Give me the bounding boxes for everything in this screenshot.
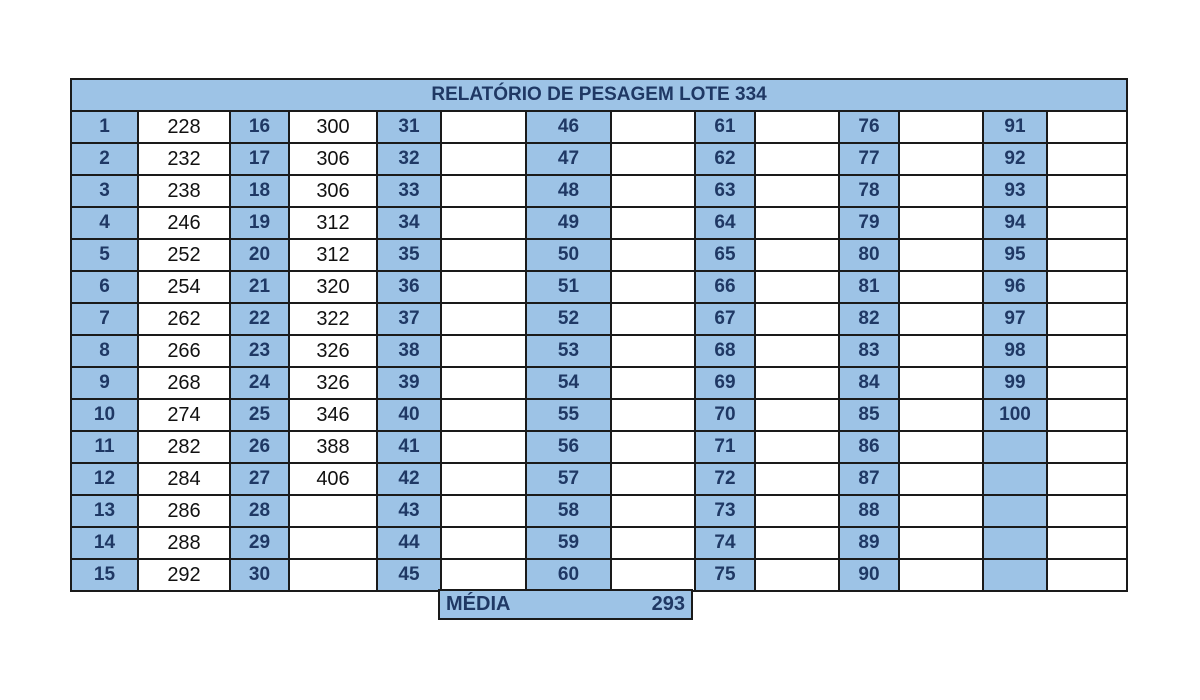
row-index-cell: 28 xyxy=(230,495,289,527)
row-index-cell: 36 xyxy=(377,271,441,303)
weight-cell xyxy=(755,431,839,463)
weight-cell xyxy=(899,143,983,175)
row-index-cell: 52 xyxy=(526,303,611,335)
weight-cell xyxy=(755,335,839,367)
table-row xyxy=(71,431,1127,463)
table-row xyxy=(71,527,1127,559)
table-row xyxy=(71,175,1127,207)
weight-cell xyxy=(611,463,695,495)
weight-cell xyxy=(611,559,695,591)
row-index-cell: 100 xyxy=(983,399,1047,431)
row-index-cell: 22 xyxy=(230,303,289,335)
weight-cell xyxy=(755,271,839,303)
weight-cell xyxy=(755,207,839,239)
row-index-cell: 65 xyxy=(695,239,755,271)
row-index-cell: 77 xyxy=(839,143,899,175)
weight-cell xyxy=(611,239,695,271)
weight-cell xyxy=(441,559,526,591)
weight-cell xyxy=(441,399,526,431)
weight-cell xyxy=(755,239,839,271)
weight-cell: 282 xyxy=(138,431,230,463)
weight-cell: 232 xyxy=(138,143,230,175)
weight-cell xyxy=(899,527,983,559)
row-index-cell: 14 xyxy=(71,527,138,559)
weight-cell xyxy=(899,431,983,463)
row-index-cell: 18 xyxy=(230,175,289,207)
table-row xyxy=(71,335,1127,367)
weight-cell xyxy=(611,495,695,527)
weights-body xyxy=(71,111,1127,591)
weight-cell xyxy=(611,367,695,399)
row-index-cell: 91 xyxy=(983,111,1047,143)
row-index-cell: 89 xyxy=(839,527,899,559)
weight-cell xyxy=(1047,207,1127,239)
row-index-cell: 99 xyxy=(983,367,1047,399)
weight-cell: 322 xyxy=(289,303,377,335)
weight-cell: 300 xyxy=(289,111,377,143)
row-index-cell: 86 xyxy=(839,431,899,463)
weight-cell xyxy=(899,207,983,239)
row-index-cell: 66 xyxy=(695,271,755,303)
weight-cell: 406 xyxy=(289,463,377,495)
weight-cell xyxy=(755,399,839,431)
weight-cell xyxy=(611,399,695,431)
row-index-cell: 37 xyxy=(377,303,441,335)
weight-cell xyxy=(899,559,983,591)
row-index-cell: 80 xyxy=(839,239,899,271)
weight-cell xyxy=(755,527,839,559)
weight-cell xyxy=(1047,143,1127,175)
row-index-cell: 32 xyxy=(377,143,441,175)
row-index-cell: 98 xyxy=(983,335,1047,367)
row-index-cell: 47 xyxy=(526,143,611,175)
row-index-cell: 43 xyxy=(377,495,441,527)
row-index-cell: 64 xyxy=(695,207,755,239)
row-index-cell xyxy=(983,495,1047,527)
weight-cell: 252 xyxy=(138,239,230,271)
row-index-cell: 78 xyxy=(839,175,899,207)
row-index-cell: 6 xyxy=(71,271,138,303)
row-index-cell xyxy=(983,527,1047,559)
weight-cell xyxy=(441,175,526,207)
row-index-cell: 69 xyxy=(695,367,755,399)
weight-cell xyxy=(611,303,695,335)
weight-cell xyxy=(289,559,377,591)
weight-cell: 388 xyxy=(289,431,377,463)
row-index-cell: 81 xyxy=(839,271,899,303)
row-index-cell: 76 xyxy=(839,111,899,143)
weight-cell xyxy=(441,303,526,335)
row-index-cell: 10 xyxy=(71,399,138,431)
weight-cell xyxy=(755,559,839,591)
row-index-cell: 67 xyxy=(695,303,755,335)
row-index-cell: 42 xyxy=(377,463,441,495)
weight-cell xyxy=(441,111,526,143)
row-index-cell: 8 xyxy=(71,335,138,367)
row-index-cell: 62 xyxy=(695,143,755,175)
row-index-cell: 96 xyxy=(983,271,1047,303)
weight-cell xyxy=(611,111,695,143)
row-index-cell: 74 xyxy=(695,527,755,559)
weight-cell xyxy=(441,431,526,463)
row-index-cell: 41 xyxy=(377,431,441,463)
row-index-cell: 87 xyxy=(839,463,899,495)
table-row xyxy=(71,143,1127,175)
row-index-cell: 93 xyxy=(983,175,1047,207)
row-index-cell: 45 xyxy=(377,559,441,591)
table-row xyxy=(71,239,1127,271)
row-index-cell: 4 xyxy=(71,207,138,239)
row-index-cell: 59 xyxy=(526,527,611,559)
weight-cell xyxy=(289,495,377,527)
row-index-cell: 23 xyxy=(230,335,289,367)
weight-cell xyxy=(1047,111,1127,143)
row-index-cell: 49 xyxy=(526,207,611,239)
table-row xyxy=(71,463,1127,495)
row-index-cell: 88 xyxy=(839,495,899,527)
weight-cell xyxy=(1047,527,1127,559)
row-index-cell: 1 xyxy=(71,111,138,143)
row-index-cell: 71 xyxy=(695,431,755,463)
weight-cell xyxy=(899,239,983,271)
weight-cell: 320 xyxy=(289,271,377,303)
average-value: 293 xyxy=(651,593,685,615)
weight-cell xyxy=(441,207,526,239)
table-row xyxy=(71,207,1127,239)
weight-cell xyxy=(441,335,526,367)
row-index-cell: 3 xyxy=(71,175,138,207)
row-index-cell xyxy=(983,559,1047,591)
weight-cell xyxy=(441,463,526,495)
row-index-cell: 94 xyxy=(983,207,1047,239)
weight-cell xyxy=(611,207,695,239)
row-index-cell: 79 xyxy=(839,207,899,239)
row-index-cell: 55 xyxy=(526,399,611,431)
row-index-cell: 19 xyxy=(230,207,289,239)
row-index-cell xyxy=(983,431,1047,463)
average-label: MÉDIA xyxy=(446,593,511,615)
weight-cell xyxy=(611,143,695,175)
weight-cell xyxy=(899,111,983,143)
row-index-cell: 97 xyxy=(983,303,1047,335)
title-row xyxy=(71,79,1127,111)
weight-cell xyxy=(755,175,839,207)
weight-cell xyxy=(611,271,695,303)
weight-cell xyxy=(899,367,983,399)
weight-cell xyxy=(441,495,526,527)
weight-cell xyxy=(899,495,983,527)
row-index-cell: 21 xyxy=(230,271,289,303)
row-index-cell: 56 xyxy=(526,431,611,463)
row-index-cell: 60 xyxy=(526,559,611,591)
row-index-cell: 25 xyxy=(230,399,289,431)
row-index-cell: 34 xyxy=(377,207,441,239)
row-index-cell: 95 xyxy=(983,239,1047,271)
table-row xyxy=(71,367,1127,399)
row-index-cell: 13 xyxy=(71,495,138,527)
row-index-cell: 29 xyxy=(230,527,289,559)
weight-cell: 262 xyxy=(138,303,230,335)
row-index-cell: 33 xyxy=(377,175,441,207)
weight-cell xyxy=(1047,495,1127,527)
row-index-cell: 27 xyxy=(230,463,289,495)
row-index-cell: 5 xyxy=(71,239,138,271)
row-index-cell: 35 xyxy=(377,239,441,271)
table-row xyxy=(71,399,1127,431)
weight-cell: 326 xyxy=(289,367,377,399)
row-index-cell: 54 xyxy=(526,367,611,399)
weight-cell xyxy=(611,527,695,559)
weight-cell: 228 xyxy=(138,111,230,143)
row-index-cell: 38 xyxy=(377,335,441,367)
weight-cell: 268 xyxy=(138,367,230,399)
weight-cell xyxy=(611,431,695,463)
table-row xyxy=(71,271,1127,303)
table-row xyxy=(71,495,1127,527)
weight-cell xyxy=(441,143,526,175)
row-index-cell: 24 xyxy=(230,367,289,399)
row-index-cell: 17 xyxy=(230,143,289,175)
row-index-cell: 83 xyxy=(839,335,899,367)
row-index-cell: 84 xyxy=(839,367,899,399)
weight-cell: 266 xyxy=(138,335,230,367)
row-index-cell: 20 xyxy=(230,239,289,271)
row-index-cell: 40 xyxy=(377,399,441,431)
weight-cell xyxy=(441,271,526,303)
row-index-cell: 15 xyxy=(71,559,138,591)
weight-cell xyxy=(755,303,839,335)
row-index-cell: 53 xyxy=(526,335,611,367)
weight-cell xyxy=(755,463,839,495)
weight-cell: 286 xyxy=(138,495,230,527)
weight-cell xyxy=(899,399,983,431)
row-index-cell: 30 xyxy=(230,559,289,591)
row-index-cell: 61 xyxy=(695,111,755,143)
average-box xyxy=(438,589,693,620)
weight-cell xyxy=(899,463,983,495)
row-index-cell: 68 xyxy=(695,335,755,367)
row-index-cell: 73 xyxy=(695,495,755,527)
weight-cell: 306 xyxy=(289,175,377,207)
weight-cell xyxy=(755,143,839,175)
weight-cell: 346 xyxy=(289,399,377,431)
row-index-cell: 44 xyxy=(377,527,441,559)
weight-cell: 306 xyxy=(289,143,377,175)
row-index-cell: 82 xyxy=(839,303,899,335)
row-index-cell: 72 xyxy=(695,463,755,495)
weight-cell xyxy=(899,303,983,335)
weight-cell: 312 xyxy=(289,207,377,239)
row-index-cell: 57 xyxy=(526,463,611,495)
row-index-cell: 31 xyxy=(377,111,441,143)
weighing-report-table xyxy=(70,78,1128,592)
weight-cell: 246 xyxy=(138,207,230,239)
weight-cell xyxy=(1047,239,1127,271)
row-index-cell: 16 xyxy=(230,111,289,143)
weight-cell xyxy=(899,335,983,367)
weight-cell xyxy=(755,495,839,527)
weight-cell xyxy=(1047,303,1127,335)
row-index-cell: 9 xyxy=(71,367,138,399)
row-index-cell: 50 xyxy=(526,239,611,271)
report-title: RELATÓRIO DE PESAGEM LOTE 334 xyxy=(71,79,1127,111)
weight-cell xyxy=(1047,271,1127,303)
weight-cell xyxy=(755,111,839,143)
row-index-cell: 58 xyxy=(526,495,611,527)
table-row xyxy=(71,559,1127,591)
row-index-cell: 46 xyxy=(526,111,611,143)
weight-cell xyxy=(441,527,526,559)
weight-cell: 238 xyxy=(138,175,230,207)
weight-cell: 254 xyxy=(138,271,230,303)
weight-cell xyxy=(899,175,983,207)
row-index-cell: 26 xyxy=(230,431,289,463)
row-index-cell: 12 xyxy=(71,463,138,495)
row-index-cell: 75 xyxy=(695,559,755,591)
row-index-cell: 63 xyxy=(695,175,755,207)
row-index-cell: 90 xyxy=(839,559,899,591)
row-index-cell: 48 xyxy=(526,175,611,207)
weight-cell xyxy=(1047,335,1127,367)
weight-cell xyxy=(1047,559,1127,591)
weight-cell: 292 xyxy=(138,559,230,591)
weight-cell xyxy=(611,335,695,367)
weight-cell xyxy=(1047,367,1127,399)
row-index-cell: 11 xyxy=(71,431,138,463)
row-index-cell: 7 xyxy=(71,303,138,335)
weight-cell xyxy=(899,271,983,303)
weight-cell: 326 xyxy=(289,335,377,367)
weight-cell xyxy=(441,239,526,271)
weight-cell xyxy=(1047,399,1127,431)
weight-cell xyxy=(611,175,695,207)
weight-cell xyxy=(289,527,377,559)
weight-cell xyxy=(755,367,839,399)
row-index-cell: 39 xyxy=(377,367,441,399)
row-index-cell: 2 xyxy=(71,143,138,175)
row-index-cell: 51 xyxy=(526,271,611,303)
weight-cell: 274 xyxy=(138,399,230,431)
weight-cell: 284 xyxy=(138,463,230,495)
row-index-cell: 70 xyxy=(695,399,755,431)
row-index-cell xyxy=(983,463,1047,495)
weight-cell xyxy=(1047,175,1127,207)
weight-cell: 288 xyxy=(138,527,230,559)
weight-cell: 312 xyxy=(289,239,377,271)
table-row xyxy=(71,303,1127,335)
table-row xyxy=(71,111,1127,143)
weight-cell xyxy=(1047,431,1127,463)
row-index-cell: 85 xyxy=(839,399,899,431)
row-index-cell: 92 xyxy=(983,143,1047,175)
weight-cell xyxy=(441,367,526,399)
weight-cell xyxy=(1047,463,1127,495)
